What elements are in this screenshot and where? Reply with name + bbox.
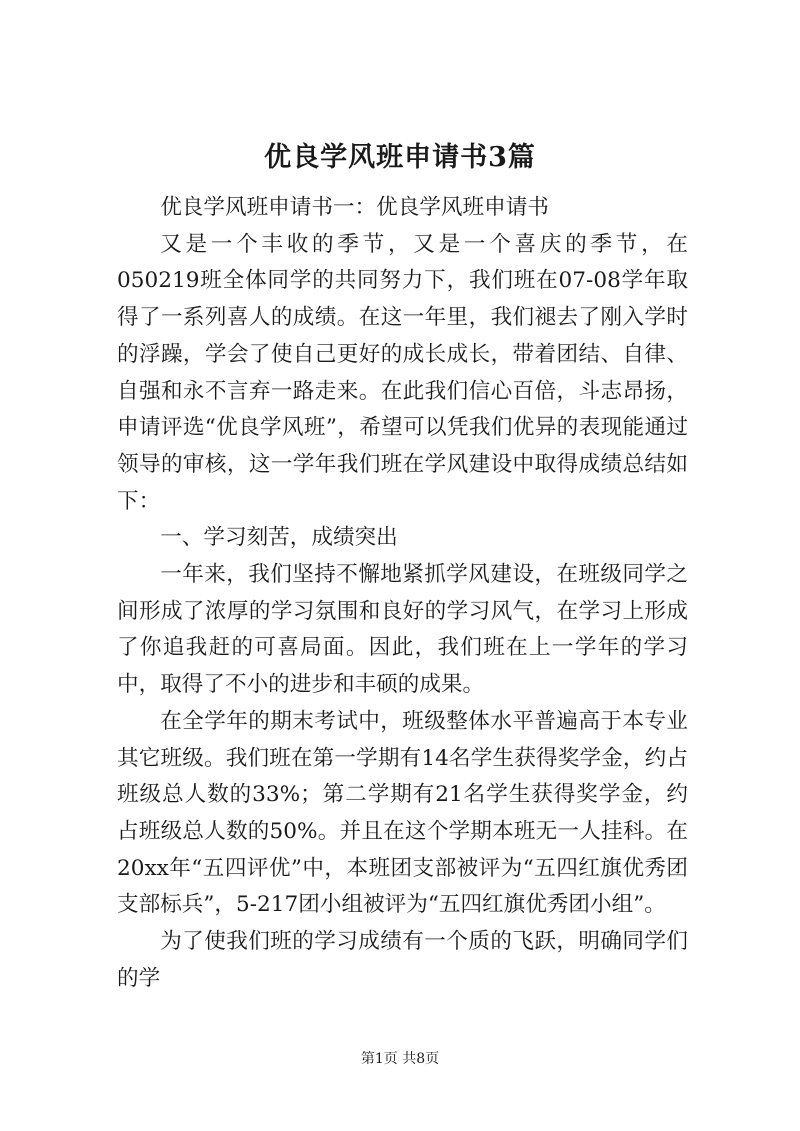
paragraph-subtitle: 优良学风班申请书一：优良学风班申请书 <box>160 195 549 220</box>
document-body <box>117 190 688 997</box>
page-footer: 第1页 共8页 <box>360 1051 440 1067</box>
section-heading: 一、学习刻苦，成绩突出 <box>160 525 398 551</box>
paragraph-scholarship: 在全学年的期末考试中，班级整体水平普遍高于本专业其它班级。我们班在第一学期有14名学生获得奖学金，约占班级总人数的33%；第二学期有21名学生获得奖学金，约占班级总人数的50%。并且在这个学期本班无一人挂科。在20xx年“五四评优”中，本班团支部被评为“五四红旗优秀团支部标兵”，5-217团小组被评为“五四红旗优秀团小组”。 <box>117 708 688 918</box>
paragraph-continued: 为了使我们班的学习成绩有一个质的飞跃，明确同学们的学 <box>117 929 688 991</box>
paragraph-study: 一年来，我们坚持不懈地紧抓学风建设，在班级同学之间形成了浓厚的学习氛围和良好的学习风气，在学习上形成了你追我赶的可喜局面。因此，我们班在上一学年的学习中，取得了不小的进步和丰硕的成果。 <box>117 562 688 698</box>
document-title: 优良学风班申请书3篇 <box>264 142 536 173</box>
paragraph-intro: 又是一个丰收的季节，又是一个喜庆的季节，在050219班全体同学的共同努力下，我们班在07-08学年取得了一系列喜人的成绩。在这一年里，我们褪去了刚入学时的浮躁，学会了使自己更好的成长成长，带着团结、自律、自强和永不言弃一路走来。在此我们信心百倍，斗志昂扬，申请评选“优良学风班”，希望可以凭我们优异的表现能通过领导的审核，这一学年我们班在学风建设中取得成绩总结如下： <box>117 231 688 514</box>
